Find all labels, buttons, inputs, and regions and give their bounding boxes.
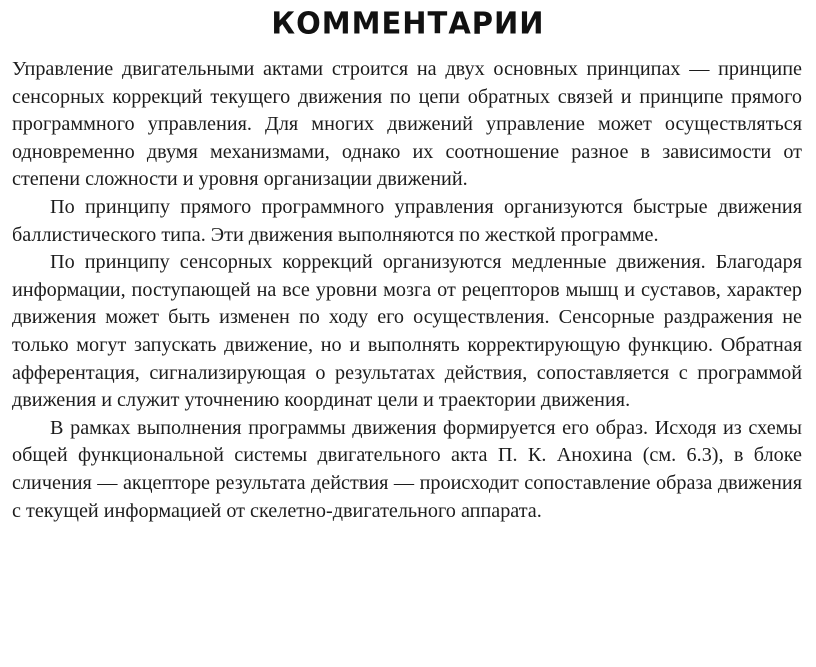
- page-title: КОММЕНТАРИИ: [271, 5, 545, 41]
- document-body: [12, 56, 802, 525]
- paragraph-4: В рамках выполнения программы движения формируется его образ. Исходя из схемы общей функциональной системы двигательного акта П. К. Анохина (см. 6.3), в блоке сличения — акцепторе результата действия — происходит сопоставление образа движения с текущей информацией от скелетно-двигательного аппарата.: [12, 416, 802, 522]
- paragraph-3: По принципу сенсорных коррекций организуются медленные движения. Благодаря информации, поступающей на все уровни мозга от рецепторов мышц и суставов, характер движения может быть изменен по ходу его осуществления. Сенсорные раздражения не только могут запускать движение, но и выполнять корректирующую функцию. Обратная афферентация, сигнализирующая о результатах действия, сопоставляется с программой движения и служит уточнению координат цели и траектории движения.: [12, 251, 802, 412]
- paragraph-2: По принципу прямого программного управления организуются быстрые движения баллистического типа. Эти движения выполняются по жесткой программе.: [12, 195, 802, 246]
- paragraph-1: Управление двигательными актами строится на двух основных принципах — принципе сенсорных коррекций текущего движения по цепи обратных связей и принципе прямого программного управления. Для многих движений управление может осуществляться одновременно двумя механизмами, однако их соотношение разное в зависимости от степени сложности и уровня организации движений.: [12, 58, 802, 191]
